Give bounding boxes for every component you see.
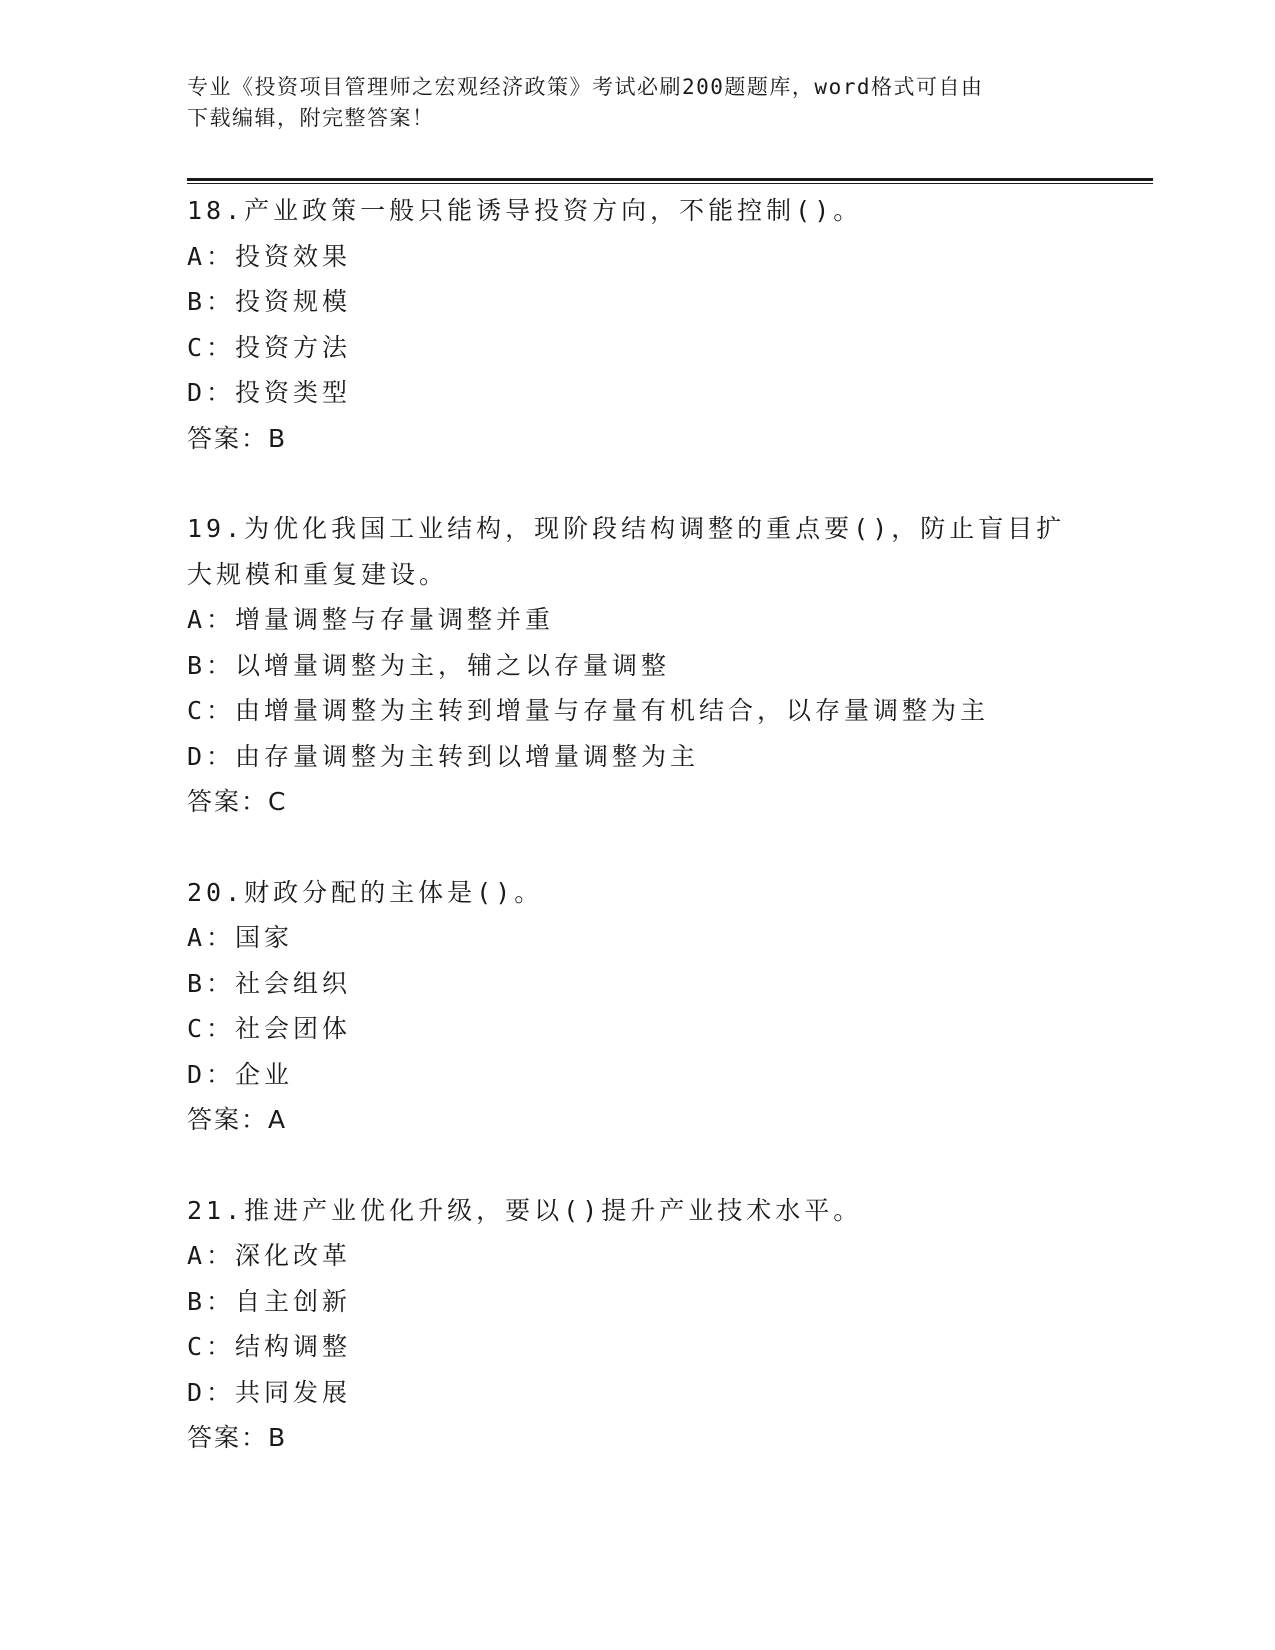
option-a: A：国家	[187, 923, 294, 952]
question-21	[187, 1188, 1147, 1461]
option-b: B：自主创新	[187, 1286, 352, 1316]
question-19	[187, 506, 1147, 825]
option-a: A：深化改革	[187, 1241, 352, 1270]
header-line-2: 下载编辑，附完整答案！	[187, 106, 435, 130]
option-a: A：增量调整与存量调整并重	[187, 605, 555, 634]
option-b: B：以增量调整为主，辅之以存量调整	[187, 650, 671, 680]
option-c: C：投资方法	[187, 332, 352, 362]
option-d: D：由存量调整为主转到以增量调整为主	[187, 741, 700, 771]
option-a: A：投资效果	[187, 241, 352, 271]
answer-line: 答案：A	[187, 1105, 288, 1134]
option-d: D：共同发展	[187, 1377, 352, 1407]
header-divider-thin	[187, 183, 1153, 184]
header-divider-thick	[187, 178, 1153, 181]
answer-line: 答案：B	[187, 423, 288, 453]
question-stem: 18.产业政策一般只能诱导投资方向，不能控制()。	[187, 196, 863, 225]
option-b: B：投资规模	[187, 287, 352, 316]
option-c: C：结构调整	[187, 1332, 352, 1361]
document-header	[187, 72, 1067, 134]
option-d: D：企业	[187, 1059, 294, 1089]
question-stem: 21.推进产业优化升级，要以()提升产业技术水平。	[187, 1195, 863, 1225]
answer-line: 答案：B	[187, 1423, 288, 1452]
question-stem: 20.财政分配的主体是()。	[187, 877, 544, 907]
question-20	[187, 870, 1147, 1143]
option-d: D：投资类型	[187, 378, 352, 407]
option-c: C：社会团体	[187, 1014, 352, 1043]
question-18	[187, 188, 1147, 461]
answer-line: 答案：C	[187, 787, 288, 816]
question-list	[187, 188, 1147, 1506]
option-b: B：社会组织	[187, 968, 352, 998]
option-c: C：由增量调整为主转到增量与存量有机结合，以存量调整为主	[187, 696, 990, 725]
header-line-1: 专业《投资项目管理师之宏观经济政策》考试必刷200题题库，word格式可自由	[187, 75, 984, 99]
question-stem: 19.为优化我国工业结构，现阶段结构调整的重点要()，防止盲目扩大规模和重复建设。	[187, 514, 1066, 589]
